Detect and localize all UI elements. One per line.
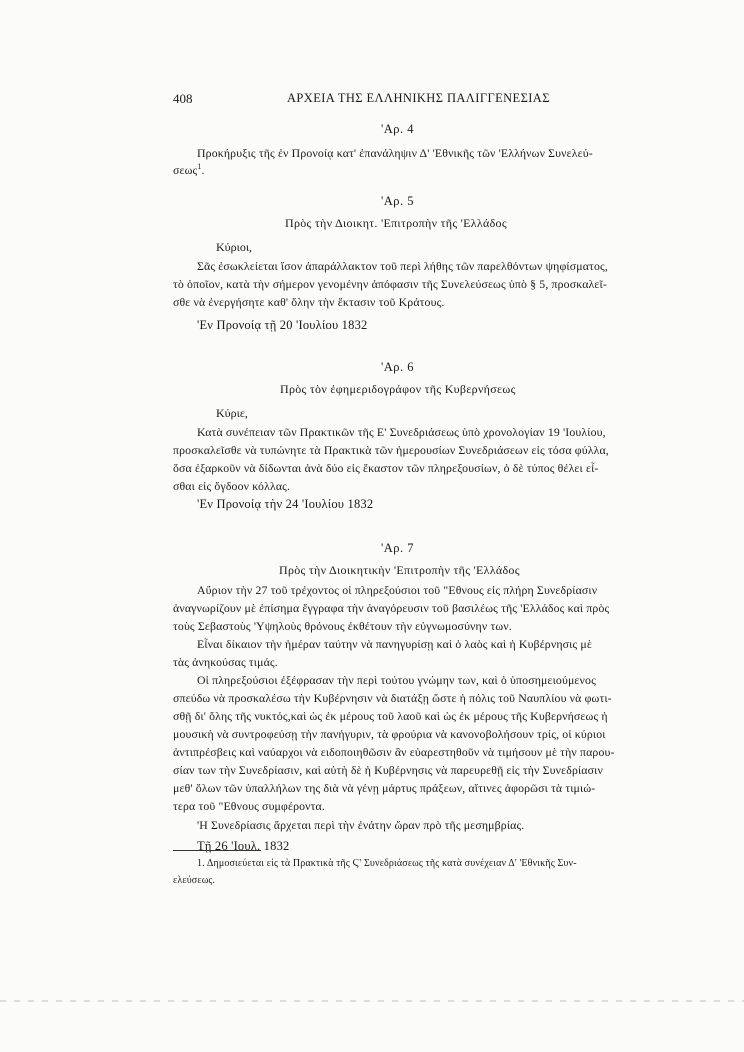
section-5-line-1: Σᾶς ἐσωκλείεται ἴσον ἀπαράλλακτον τοῦ περὶ λήθης τῶν παρελθόντων ψηφίσματος, — [197, 259, 608, 273]
footnote-line-2: ελεύσεως. — [173, 875, 216, 886]
section-number-4: 'Αρ. 4 — [381, 122, 415, 136]
section-7-line-11: σίαν των τὴν Συνεδρίασιν, καὶ αὐτὴ δὲ ἡ Κυβέρνησις νὰ παρευρεθῇ εἰς τὴν Συνεδρίασιν — [173, 763, 603, 777]
section-7-line-7: σπεύδω νὰ προσκαλέσω τὴν Κυβέρνησιν νὰ διατάξῃ ὥστε ἡ πόλις τοῦ Ναυπλίου νὰ φωτι- — [173, 691, 612, 705]
section-number-6: 'Αρ. 6 — [381, 360, 415, 374]
section-7-line-8: σθῇ δι' ὅλης τῆς νυκτός,καὶ ὡς ἐκ μέρους τοῦ λαοῦ καὶ ὡς ἐκ μέρους τῆς Κυβερνήσεως ἡ — [173, 709, 608, 723]
section-7-line-10: ἀντιπρέσβεις καὶ ναύαρχοι νὰ ειδοποιηθῶσιν ἂν εὐαρεστηθοῦν νὰ τιμήσουν μὲ τὴν παρου- — [173, 745, 615, 759]
section-7-line-1: Αὔριον τὴν 27 τοῦ τρέχοντος οἱ πληρεξούσιοι τοῦ "Εθνους εἰς πλήρη Συνεδρίασιν — [197, 583, 598, 597]
running-head: ΑΡΧΕΙΑ ΤΗΣ ΕΛΛΗΝΙΚΗΣ ΠΑΛΙΓΓΕΝΕΣΙΑΣ — [287, 91, 550, 105]
footnote-marker: 1 — [197, 162, 202, 172]
section-4-line-2: σεως$^1$. — [173, 162, 205, 177]
section-7-line-2: ἀναγνωρίζουν μὲ ἐπίσημα ἔγγραφα τὴν ἀναγόρευσιν τοῦ βασιλέως τῆς 'Ελλάδος καὶ πρὸς — [173, 601, 610, 615]
section-5-addressee: Πρὸς τὴν Διοικητ. 'Επιτροπὴν τῆς 'Ελλάδος — [285, 216, 507, 230]
page-number: 408 — [173, 91, 193, 106]
section-7-line-9: μουσικὴ νὰ συντροφεύσῃ τὴν πανήγυριν, τὰ φρούρια νὰ κανονοβολήσουν τρίς, οἱ κύριοι — [173, 727, 606, 741]
section-5-line-2: τὸ ὁποῖον, κατὰ τὴν σήμερον γενομένην ἀπόφασιν τῆς Συνελεύσεως ὑπὸ § 5, προσκαλεῖ- — [173, 277, 607, 291]
section-6-addressee: Πρὸς τὸν ἐφημεριδογράφον τῆς Κυβερνήσεως — [280, 382, 516, 396]
section-7-line-5: τὰς ἀνηκούσας τιμάς. — [173, 655, 278, 669]
section-4-line-1: Προκήρυξις τῆς ἐν Προνοίᾳ κατ' ἐπανάληψιν Δ' 'Εθνικῆς τῶν 'Ελλήνων Συνελεύ- — [197, 146, 593, 160]
section-6-line-1: Κατὰ συνέπειαν τῶν Πρακτικῶν τῆς Ε' Συνεδριάσεως ὑπὸ χρονολογίαν 19 'Ιουλίου, — [197, 425, 606, 439]
section-6-salutation: Κύριε, — [216, 406, 248, 420]
section-number-7: 'Αρ. 7 — [381, 541, 415, 555]
section-7-line-4: Εἶναι δίκαιον τὴν ἡμέραν ταύτην νὰ πανηγυρίσῃ καὶ ὁ λαὸς καὶ ἡ Κυβέρνησις μὲ — [197, 637, 592, 651]
footnote-line-1: 1. Δημοσιεύεται εἰς τὰ Πρακτικὰ τῆς Ϛ' Συνεδριάσεως τῆς κατὰ συνέχειαν Δ' 'Εθνικῆς Συν- — [197, 858, 577, 869]
section-7-line-12: μεθ' ὅλων τῶν ὑπαλλήλων της διὰ νὰ γένῃ μάρτυς πράξεων, αἵτινες ἀφορῶσι τὰ τιμιώ- — [173, 781, 596, 795]
section-5-line-3: σθε νὰ ἐνεργήσητε καθ' ὅλην τὴν ἔκτασιν τοῦ Κράτους. — [173, 295, 445, 309]
section-7-dateline: Τῇ 26 'Ιουλ. 1832 — [197, 839, 290, 853]
footnote-rule — [173, 850, 261, 851]
section-5-salutation: Κύριοι, — [216, 240, 253, 254]
section-7-line-14: 'Η Συνεδρίασις ἄρχεται περὶ τὴν ἐνάτην ὥραν πρὸ τῆς μεσημβρίας. — [197, 818, 525, 832]
scan-edge-speckles — [0, 1000, 744, 1002]
section-6-line-2: προσκαλεῖσθε νὰ τυπώνητε τὰ Πρακτικὰ τῶν ἡμερουσίων Συνεδριάσεων εἰς τόσα φύλλα, — [173, 443, 609, 457]
section-6-line-3: ὅσα ἐξαρκοῦν νὰ δίδωνται ἀνὰ δύο εἰς ἕκαστον τῶν πληρεξουσίων, ὁ δὲ τύπος θέλει εἶ- — [173, 461, 599, 475]
section-number-5: 'Αρ. 5 — [381, 194, 415, 208]
section-6-dateline: 'Εν Προνοίᾳ τὴν 24 'Ιουλίου 1832 — [197, 497, 374, 511]
section-6-line-4: σθαι εἰς ὄγδοον κόλλας. — [173, 479, 291, 493]
section-7-line-3: τοὺς Σεβαστοὺς 'Υψηλοὺς θρόνους ἐκθέτουν τὴν εὐγνωμοσύνην των. — [173, 619, 512, 633]
section-7-addressee: Πρὸς τὴν Διοικητικὴν 'Επιτροπὴν τῆς 'Ελλάδος — [279, 563, 520, 577]
section-5-dateline: 'Εν Προνοίᾳ τῇ 20 'Ιουλίου 1832 — [197, 318, 368, 332]
section-7-line-6: Οἱ πληρεξούσιοι ἐξέφρασαν τὴν περὶ τούτου γνώμην των, καὶ ὁ ὑποσημειούμενος — [197, 673, 596, 687]
section-7-line-13: τερα τοῦ "Εθνους συμφέροντα. — [173, 799, 325, 813]
